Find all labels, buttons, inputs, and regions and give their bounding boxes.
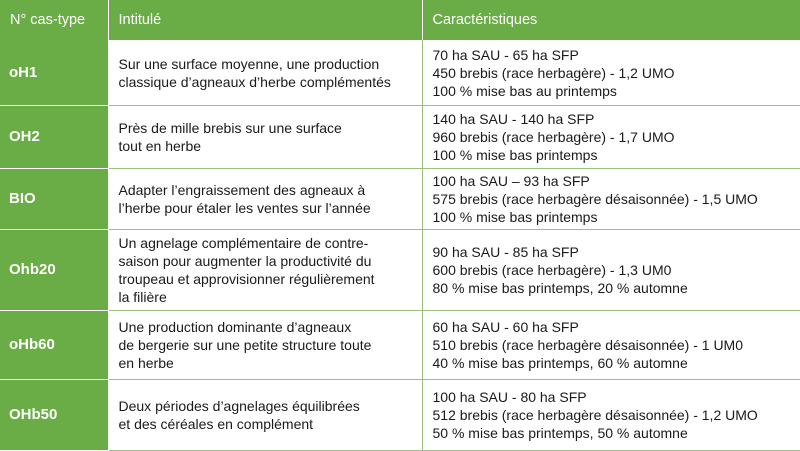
title-line: de bergerie sur une petite structure toute: [118, 337, 372, 353]
feature-line: 140 ha SAU - 140 ha SFP: [432, 111, 595, 127]
title-line: la filière: [118, 289, 167, 305]
title-cell: [108, 40, 422, 106]
features-cell: [422, 311, 800, 380]
title-line: Sur une surface moyenne, une production: [118, 55, 380, 72]
title-line: Un agnelage complémentaire de contre-: [118, 235, 369, 251]
title-line: troupeau et approvisionner régulièrement: [118, 271, 375, 287]
feature-line: 100 % mise bas au printemps: [432, 82, 617, 99]
title-cell: [108, 230, 422, 311]
feature-line: 100 ha SAU - 80 ha SFP: [432, 389, 587, 405]
feature-line: 450 brebis (race herbagère) - 1,2 UMO: [432, 64, 675, 81]
feature-line: 70 ha SAU - 65 ha SFP: [432, 46, 579, 63]
features-cell: [422, 169, 800, 230]
feature-line: 80 % mise bas printemps, 20 % automne: [432, 280, 688, 296]
case-type-cell: OH2: [0, 106, 108, 169]
title-cell: [108, 169, 422, 230]
table-body: [0, 40, 800, 451]
title-line: Deux périodes d’agnelages équilibrées: [118, 398, 360, 414]
title-line: Une production dominante d’agneaux: [118, 319, 352, 335]
title-cell: [108, 380, 422, 451]
header-case-number: N° cas-type: [0, 0, 108, 40]
feature-line: 100 % mise bas printemps: [432, 147, 598, 163]
case-type-cell: BIO: [0, 169, 108, 230]
header-characteristics: Caractéristiques: [422, 0, 800, 40]
title-line: et des céréales en complément: [118, 416, 314, 432]
title-line: saison pour augmenter la productivité du: [118, 253, 372, 269]
feature-line: 100 ha SAU – 93 ha SFP: [432, 173, 590, 189]
table-row: [0, 169, 800, 230]
case-type-cell: oH1: [0, 40, 108, 106]
title-cell: [108, 311, 422, 380]
table-row: [0, 230, 800, 311]
features-cell: [422, 380, 800, 451]
feature-line: 60 ha SAU - 60 ha SFP: [432, 319, 579, 335]
feature-line: 50 % mise bas printemps, 50 % automne: [432, 425, 688, 441]
case-type-cell: OHb50: [0, 380, 108, 451]
feature-line: 512 brebis (race herbagère désaisonnée) - 1,2 UMO: [432, 407, 758, 423]
title-line: Adapter l’engraissement des agneaux à: [118, 182, 366, 198]
feature-line: 90 ha SAU - 85 ha SFP: [432, 244, 579, 260]
header-row: [0, 0, 800, 40]
title-line: Près de mille brebis sur une surface: [118, 120, 342, 136]
header-title: Intitulé: [108, 0, 422, 40]
feature-line: 575 brebis (race herbagère désaisonnée) - 1,5 UMO: [432, 191, 758, 207]
table-row: [0, 106, 800, 169]
case-type-cell: oHb60: [0, 311, 108, 380]
table-header: [0, 0, 800, 40]
table-row: [0, 311, 800, 380]
feature-line: 40 % mise bas printemps, 60 % automne: [432, 355, 688, 371]
features-cell: [422, 106, 800, 169]
feature-line: 100 % mise bas printemps: [432, 209, 598, 225]
table-row: [0, 380, 800, 451]
title-line: l’herbe pour étaler les ventes sur l’année: [118, 200, 371, 216]
title-line: en herbe: [118, 355, 174, 371]
features-cell: [422, 40, 800, 106]
feature-line: 960 brebis (race herbagère) - 1,7 UMO: [432, 129, 675, 145]
feature-line: 510 brebis (race herbagère désaisonnée) - 1 UM0: [432, 337, 744, 353]
title-cell: [108, 106, 422, 169]
features-cell: [422, 230, 800, 311]
title-line: classique d’agneaux d’herbe complémentés: [118, 73, 391, 90]
case-type-cell: Ohb20: [0, 230, 108, 311]
table-row: [0, 40, 800, 106]
title-line: tout en herbe: [118, 138, 202, 154]
feature-line: 600 brebis (race herbagère) - 1,3 UM0: [432, 262, 672, 278]
